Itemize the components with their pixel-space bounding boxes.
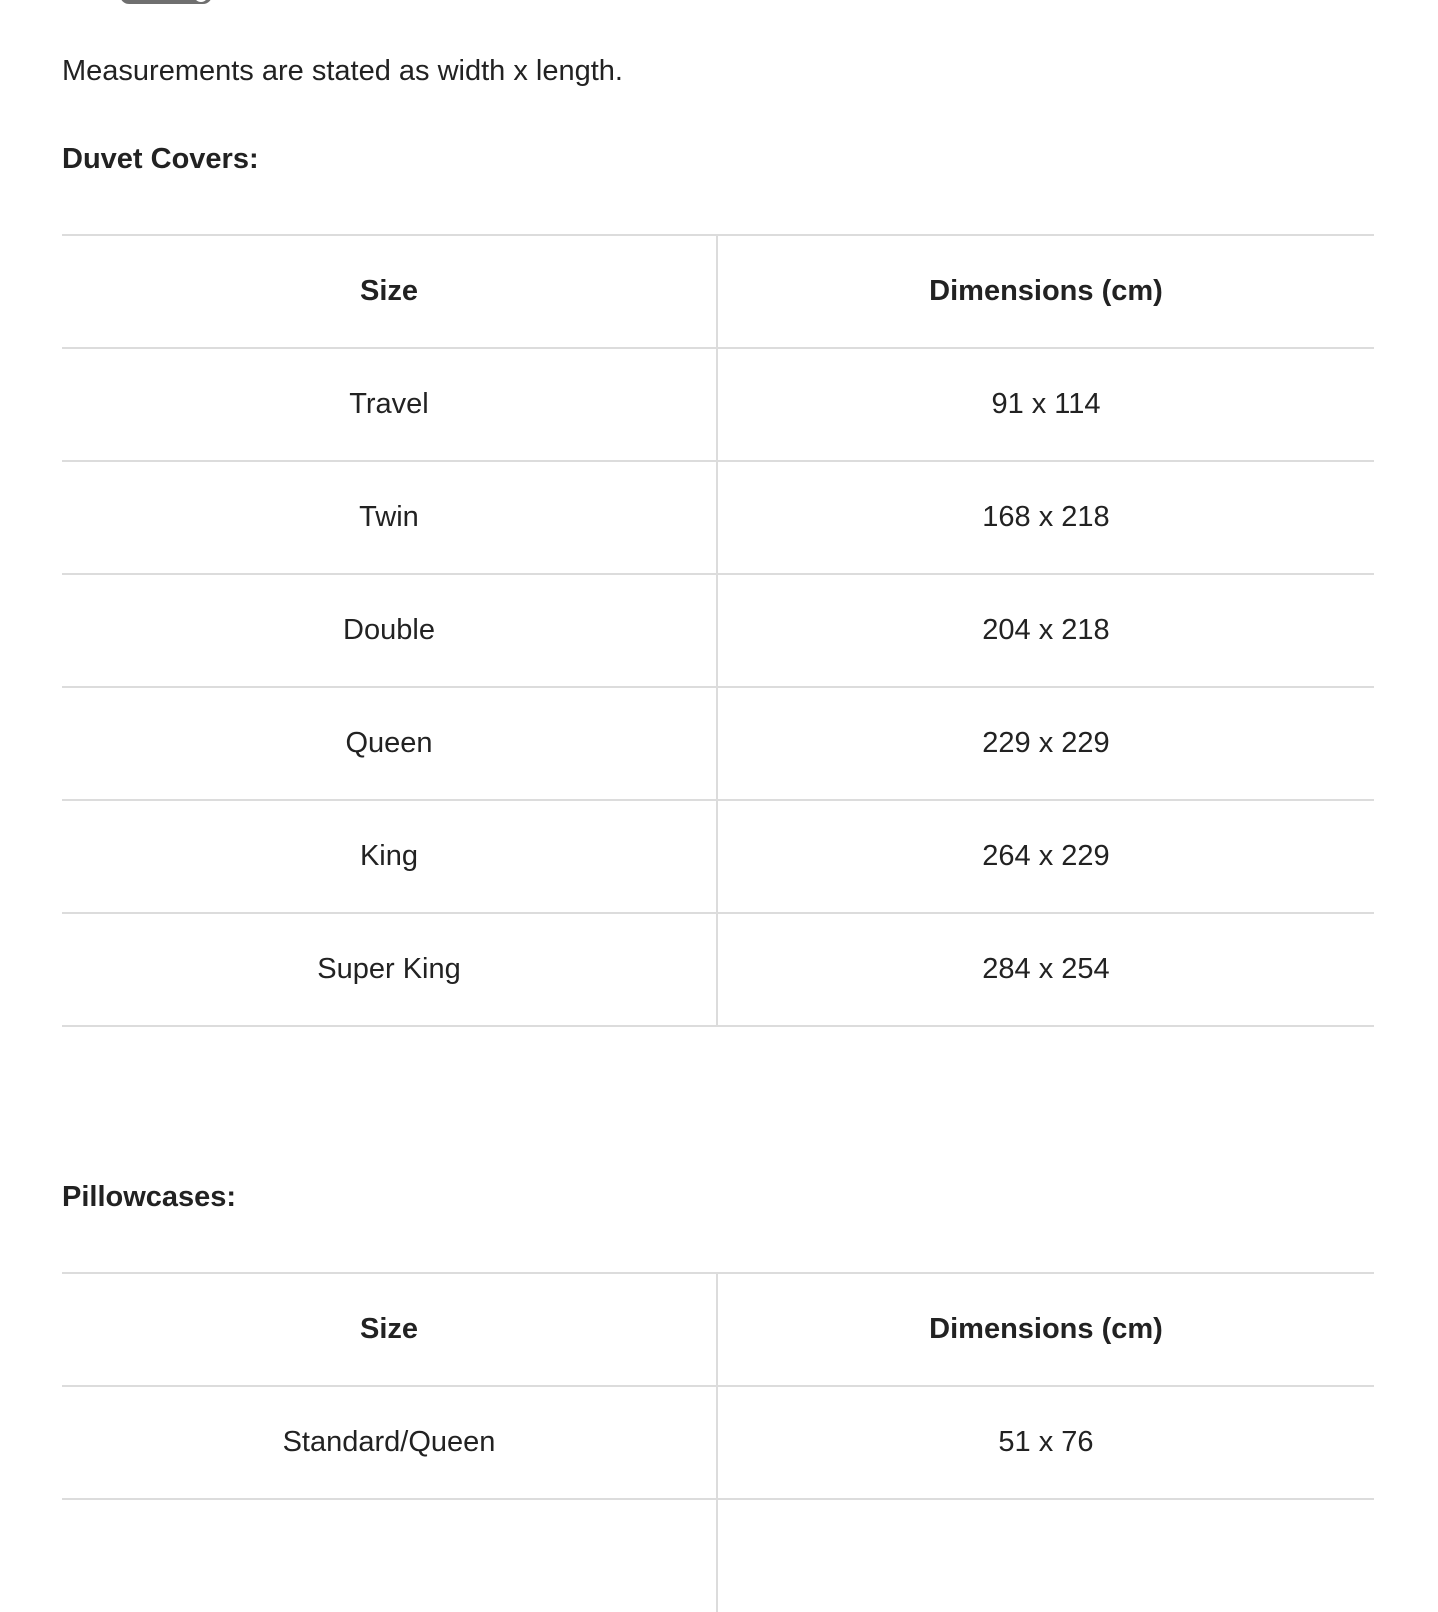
size-cell: Double	[62, 574, 717, 687]
size-cell: King	[62, 800, 717, 913]
table-row	[62, 461, 1374, 574]
table-header-row	[62, 235, 1374, 348]
table-row	[62, 1499, 1374, 1612]
dimensions-cell: 284 x 254	[717, 913, 1374, 1026]
table-row	[62, 687, 1374, 800]
size-cell: Queen	[62, 687, 717, 800]
size-column-header: Size	[62, 1273, 717, 1386]
dimensions-cell: 168 x 218	[717, 461, 1374, 574]
table-row	[62, 1386, 1374, 1499]
duvet-covers-heading: Duvet Covers:	[62, 143, 259, 175]
dimensions-cell: 91 x 114	[717, 348, 1374, 461]
dimensions-cell: 51 x 76	[717, 1386, 1374, 1499]
table-row	[62, 913, 1374, 1026]
pillowcase-size-table	[62, 1272, 1374, 1612]
dimensions-cell: 204 x 218	[717, 574, 1374, 687]
dimensions-cell: 229 x 229	[717, 687, 1374, 800]
size-cell: Super King	[62, 913, 717, 1026]
dimensions-cell: 264 x 229	[717, 800, 1374, 913]
size-cell: Twin	[62, 461, 717, 574]
table-row	[62, 348, 1374, 461]
dimensions-cell	[717, 1499, 1374, 1612]
measurement-note: Measurements are stated as width x length.	[62, 55, 623, 87]
pillowcases-heading: Pillowcases:	[62, 1181, 237, 1213]
size-cell: Standard/Queen	[62, 1386, 717, 1499]
toggle-knob	[194, 0, 208, 2]
table-row	[62, 800, 1374, 913]
toggle-switch[interactable]	[120, 0, 212, 4]
duvet-size-table	[62, 234, 1374, 1027]
dimensions-column-header: Dimensions (cm)	[717, 1273, 1374, 1386]
size-cell: Travel	[62, 348, 717, 461]
size-cell	[62, 1499, 717, 1612]
dimensions-column-header: Dimensions (cm)	[717, 235, 1374, 348]
table-header-row	[62, 1273, 1374, 1386]
table-row	[62, 574, 1374, 687]
size-column-header: Size	[62, 235, 717, 348]
